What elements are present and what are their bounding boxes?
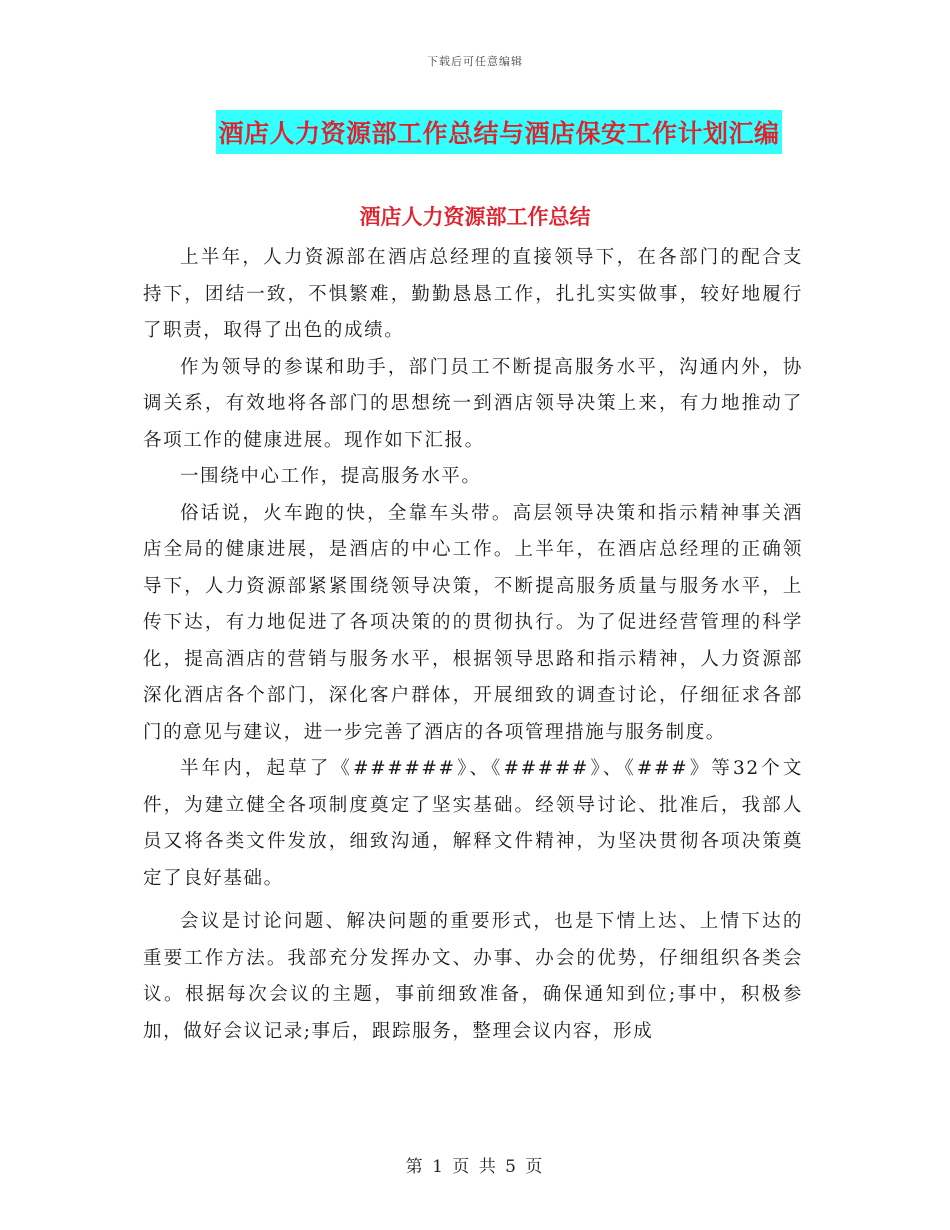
body-text — [143, 240, 803, 1050]
paragraph: 半年内，起草了《######》、《#####》、《###》等32个文件，为建立健全各项制度奠定了坚实基础。经领导讨论、批准后，我部人员又将各类文件发放，细致沟通，解释文件精神，为坚决贯彻各项决策奠定了良好基础。 — [143, 758, 803, 889]
paragraph: 作为领导的参谋和助手，部门员工不断提高服务水平，沟通内外，协调关系，有效地将各部门的思想统一到酒店领导决策上来，有力地推动了各项工作的健康进展。现作如下汇报。 — [143, 356, 803, 451]
main-title-wrap — [0, 110, 950, 154]
paragraph: 俗话说，火车跑的快，全靠车头带。高层领导决策和指示精神事关酒店全局的健康进展，是酒店的中心工作。上半年，在酒店总经理的正确领导下，人力资源部紧紧围绕领导决策，不断提高服务质量与服务水平，上传下达，有力地促进了各项决策的的贯彻执行。为了促进经营管理的科学化，提高酒店的营销与服务水平，根据领导思路和指示精神，人力资源部深化酒店各个部门，深化客户群体，开展细致的调查讨论，仔细征求各部门的意见与建议，进一步完善了酒店的各项管理措施与服务制度。 — [143, 502, 803, 743]
paragraph: 会议是讨论问题、解决问题的重要形式，也是下情上达、上情下达的重要工作方法。我部充分发挥办文、办事、办会的优势，仔细组织各类会议。根据每次会议的主题，事前细致准备，确保通知到位;事中，积极参加，做好会议记录;事后，跟踪服务，整理会议内容，形成 — [143, 911, 803, 1042]
paragraph: 一围绕中心工作，提高服务水平。 — [180, 466, 482, 487]
paragraph: 上半年，人力资源部在酒店总经理的直接领导下，在各部门的配合支持下，团结一致，不惧繁难，勤勤恳恳工作，扎扎实实做事，较好地履行了职责，取得了出色的成绩。 — [143, 247, 803, 341]
section-title: 酒店人力资源部工作总结 — [359, 204, 591, 229]
main-title: 酒店人力资源部工作总结与酒店保安工作计划汇编 — [216, 110, 781, 154]
page-number: 第 1 页 共 5 页 — [405, 1157, 545, 1177]
header-note: 下载后可任意编辑 — [427, 55, 523, 68]
